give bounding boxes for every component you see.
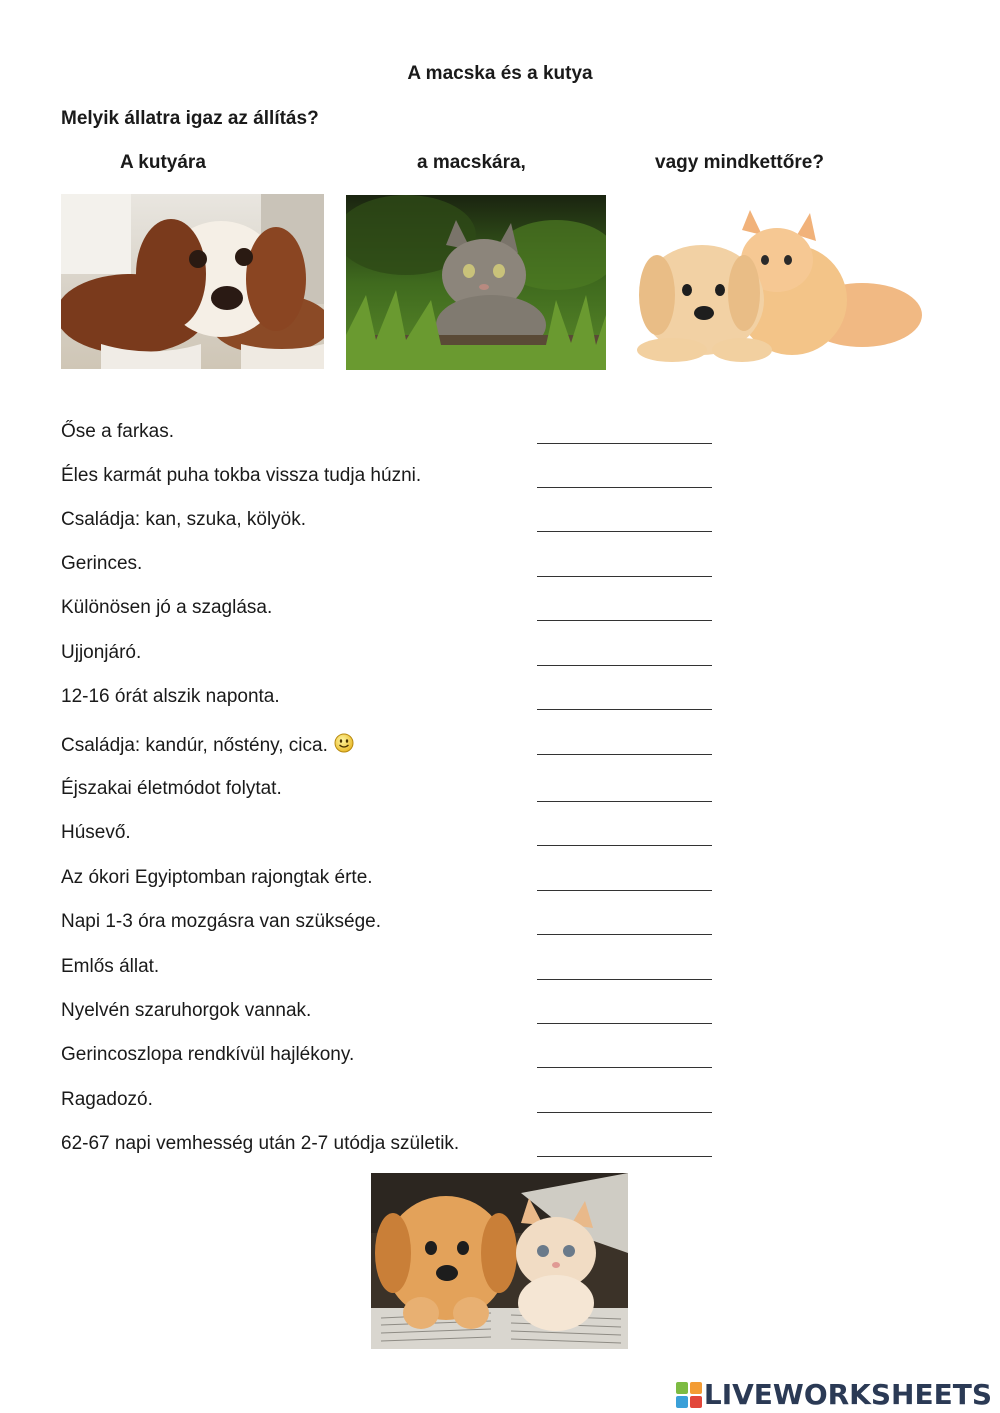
statement-17: 62-67 napi vemhesség után 2-7 utódja születik. xyxy=(61,1133,460,1154)
answer-blank-16[interactable] xyxy=(537,1092,712,1113)
logo-text: LIVEWORKSHEETS xyxy=(703,1378,992,1411)
answer-blank-9[interactable] xyxy=(537,781,712,802)
liveworksheets-logo[interactable] xyxy=(676,1378,992,1411)
answer-blank-7[interactable] xyxy=(537,689,712,710)
answer-blank-13[interactable] xyxy=(537,959,712,980)
worksheet-title: A macska és a kutya xyxy=(407,63,593,84)
statement-10: Húsevő. xyxy=(61,822,131,843)
option-dog: A kutyára xyxy=(120,152,206,173)
statement-4: Gerinces. xyxy=(61,553,143,574)
statement-6: Ujjonjáró. xyxy=(61,642,142,663)
statement-9: Éjszakai életmódot folytat. xyxy=(61,778,282,799)
answer-blank-4[interactable] xyxy=(537,556,712,577)
answer-blank-15[interactable] xyxy=(537,1047,712,1068)
smiley-icon xyxy=(334,733,354,753)
statement-14: Nyelvén szaruhorgok vannak. xyxy=(61,1000,312,1021)
cat-photo xyxy=(346,195,606,370)
dog-photo xyxy=(61,194,324,369)
answer-blank-12[interactable] xyxy=(537,914,712,935)
answer-blank-2[interactable] xyxy=(537,467,712,488)
statement-8: Családja: kandúr, nőstény, cica. xyxy=(61,735,328,756)
answer-blank-1[interactable] xyxy=(537,423,712,444)
statement-3: Családja: kan, szuka, kölyök. xyxy=(61,509,307,530)
answer-blank-17[interactable] xyxy=(537,1136,712,1157)
answer-blank-5[interactable] xyxy=(537,600,712,621)
statement-5: Különösen jó a szaglása. xyxy=(61,597,273,618)
answer-blank-11[interactable] xyxy=(537,870,712,891)
statement-12: Napi 1-3 óra mozgásra van szüksége. xyxy=(61,911,381,932)
statement-15: Gerincoszlopa rendkívül hajlékony. xyxy=(61,1044,355,1065)
statement-16: Ragadozó. xyxy=(61,1089,153,1110)
statement-13: Emlős állat. xyxy=(61,956,160,977)
answer-blank-6[interactable] xyxy=(537,645,712,666)
puppy-kitten-newspaper-photo xyxy=(371,1173,628,1349)
statement-7: 12-16 órát alszik naponta. xyxy=(61,686,280,707)
statement-1: Őse a farkas. xyxy=(61,421,174,442)
statement-11: Az ókori Egyiptomban rajongtak érte. xyxy=(61,867,373,888)
statement-8-row xyxy=(61,733,354,757)
answer-blank-3[interactable] xyxy=(537,511,712,532)
liveworksheets-logo-icon xyxy=(676,1382,702,1408)
answer-blank-10[interactable] xyxy=(537,825,712,846)
puppy-kitten-photo xyxy=(632,205,924,367)
option-both: vagy mindkettőre? xyxy=(655,152,824,173)
answer-blank-14[interactable] xyxy=(537,1003,712,1024)
statement-2: Éles karmát puha tokba vissza tudja húzni. xyxy=(61,465,422,486)
answer-blank-8[interactable] xyxy=(537,734,712,755)
question-heading: Melyik állatra igaz az állítás? xyxy=(61,108,319,129)
option-cat: a macskára, xyxy=(417,152,526,173)
